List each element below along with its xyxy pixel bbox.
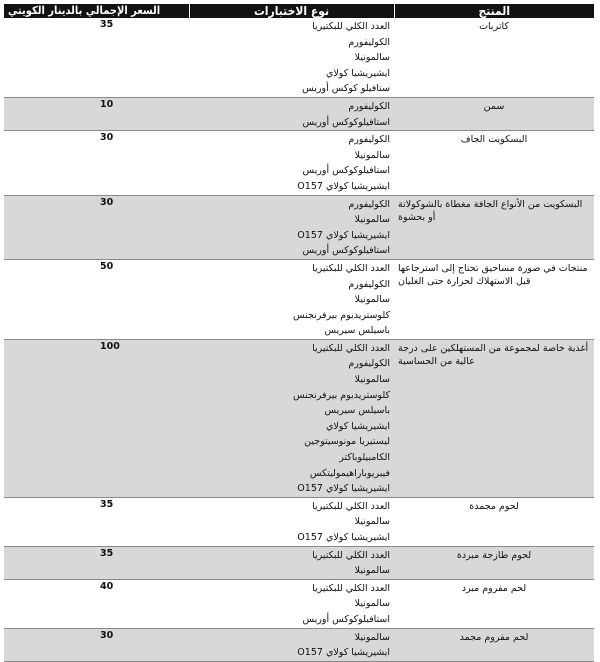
product-cell: سمن — [394, 97, 594, 130]
test-item: الكوليفورم — [348, 198, 390, 210]
test-item: ايشيريشيا كولاي O157 — [297, 532, 390, 543]
product-cell: أغذية خاصة لمجموعة من المستهلكين على درجة عالية من الحساسية — [394, 339, 594, 497]
test-item: الكوليفورم — [348, 36, 390, 48]
test-item: سالمونيلا — [354, 294, 390, 306]
test-item: باسيلس سيريس — [324, 405, 390, 417]
test-item: استافيلوكوكس أوريس — [302, 165, 390, 177]
test-item: سالمونيلا — [354, 598, 390, 610]
table-body — [4, 18, 594, 661]
table-row — [4, 497, 594, 546]
price-cell: 30 — [4, 131, 189, 195]
test-item: العدد الكلي للبكتيريا — [312, 500, 390, 512]
price-cell: 35 — [4, 546, 189, 579]
test-item: سالمونيلا — [354, 149, 390, 161]
price-cell: 30 — [4, 195, 189, 259]
tests-cell — [189, 259, 394, 339]
test-item: الكامبيلوباكتر — [339, 452, 390, 464]
header-tests: نوع الاختبارات — [189, 4, 394, 18]
table-row — [4, 97, 594, 130]
test-item: سالمونيلا — [354, 374, 390, 386]
price-cell: 35 — [4, 497, 189, 546]
tests-cell — [189, 131, 394, 195]
price-table — [4, 4, 594, 662]
test-item: استافيلوكوكس أوريس — [302, 245, 390, 257]
table-row — [4, 628, 594, 661]
price-cell: 100 — [4, 339, 189, 497]
tests-cell — [189, 628, 394, 661]
test-item: ايشيريشيا كولاي O157 — [297, 229, 390, 241]
test-item: ايشيريشيا كولاي — [325, 420, 390, 432]
price-cell: 10 — [4, 97, 189, 130]
test-item: كلوستريديوم بيرفرنجنس — [292, 309, 390, 321]
test-item: سالمونيلا — [354, 631, 390, 643]
table-row — [4, 579, 594, 628]
product-cell: البسكويت من الأنواع الجافة مغطاة بالشوكولاتة أو بحشوة — [394, 195, 594, 259]
header-product: المنتج — [394, 4, 594, 18]
table-row — [4, 131, 594, 195]
test-item: الكوليفورم — [348, 134, 390, 146]
test-item: سالمونيلا — [354, 214, 390, 226]
test-item: كلوستريديوم بيرفرنجنس — [292, 389, 390, 401]
product-cell: لحم مفروم مبرد — [394, 579, 594, 628]
product-cell: كاتربات — [394, 18, 594, 97]
tests-cell — [189, 546, 394, 579]
price-cell: 40 — [4, 579, 189, 628]
test-item: سالمونيلا — [354, 516, 390, 528]
tests-cell — [189, 18, 394, 97]
tests-cell — [189, 97, 394, 130]
price-cell: 30 — [4, 628, 189, 661]
test-item: العدد الكلي للبكتيريا — [312, 262, 390, 274]
test-item: استافيلوكوكس أوريس — [302, 116, 390, 128]
tests-cell — [189, 497, 394, 546]
test-item: ستافيلو كوكس أوريس — [302, 83, 390, 95]
test-item: العدد الكلي للبكتيريا — [312, 21, 390, 32]
table-header — [4, 4, 594, 18]
test-item: استافيلوكوكس أوريس — [302, 613, 390, 625]
table-row — [4, 195, 594, 259]
test-item: الكوليفورم — [348, 278, 390, 290]
test-item: ايشيريشيا كولاي O157 — [297, 483, 390, 495]
test-item: الكوليفورم — [348, 100, 390, 112]
product-cell: البسكويت الجاف — [394, 131, 594, 195]
table-row — [4, 259, 594, 339]
test-item: ايشيريشيا كولاي — [325, 67, 390, 79]
test-item: ايشيريشيا كولاي O157 — [297, 180, 390, 192]
test-item: العدد الكلي للبكتيريا — [312, 549, 390, 561]
header-price: السعر الإجمالي بالدينار الكويتي — [4, 4, 189, 18]
test-item: سالمونيلا — [354, 52, 390, 64]
table-row — [4, 339, 594, 497]
product-cell: منتجات في صورة مساحيق تحتاج إلى استرجاعها قبل الاستهلاك لحرارة حتى الغليان — [394, 259, 594, 339]
tests-cell — [189, 339, 394, 497]
tests-cell — [189, 195, 394, 259]
product-cell: لحوم مجمدة — [394, 497, 594, 546]
test-item: ايشيريشيا كولاي O157 — [297, 647, 390, 659]
table-row — [4, 18, 594, 97]
tests-cell — [189, 579, 394, 628]
price-cell: 50 — [4, 259, 189, 339]
test-item: الكوليفورم — [348, 358, 390, 370]
test-item: العدد الكلي للبكتيريا — [312, 582, 390, 594]
table-row — [4, 546, 594, 579]
test-item: فيبريوباراهيموليتكس — [309, 467, 390, 479]
test-item: ليستيريا مونوسيتوجين — [304, 436, 390, 448]
product-cell: لحم مفروم مجمد — [394, 628, 594, 661]
test-item: سالمونيلا — [354, 565, 390, 577]
test-item: العدد الكلي للبكتيريا — [312, 342, 390, 354]
price-cell: 35 — [4, 18, 189, 97]
product-cell: لحوم طازجة مبردة — [394, 546, 594, 579]
test-item: باسيلس سيريس — [324, 325, 390, 337]
